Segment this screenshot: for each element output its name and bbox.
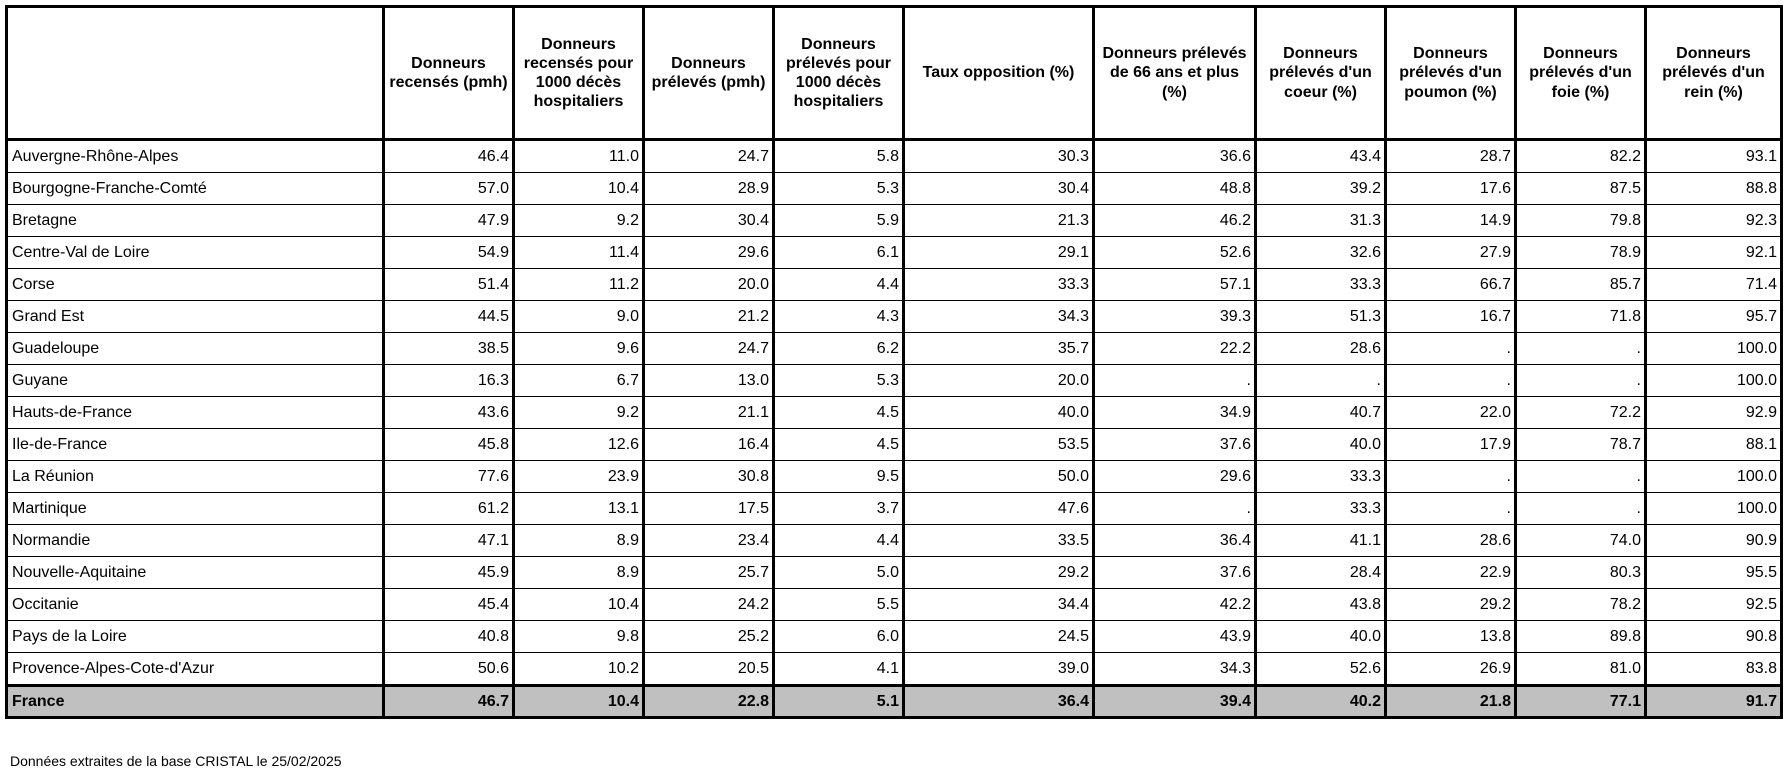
table-cell: . [1516, 365, 1646, 397]
table-cell: 9.6 [514, 333, 644, 365]
table-row [7, 429, 1782, 461]
table-cell: 5.0 [774, 557, 904, 589]
table-row [7, 333, 1782, 365]
table-cell: 92.9 [1646, 397, 1782, 429]
table-cell: . [1516, 493, 1646, 525]
table-row [7, 365, 1782, 397]
header-row [7, 7, 1782, 140]
total-cell: 36.4 [904, 686, 1094, 718]
table-cell: 82.2 [1516, 140, 1646, 173]
table-cell: 4.3 [774, 301, 904, 333]
table-cell: 29.1 [904, 237, 1094, 269]
table-cell: 20.0 [644, 269, 774, 301]
table-cell: 13.0 [644, 365, 774, 397]
table-cell: 5.3 [774, 365, 904, 397]
region-name: Hauts-de-France [7, 397, 384, 429]
table-cell: 17.5 [644, 493, 774, 525]
table-cell: 41.1 [1256, 525, 1386, 557]
table-cell: 57.1 [1094, 269, 1256, 301]
table-cell: 9.2 [514, 205, 644, 237]
region-name: Provence-Alpes-Cote-d'Azur [7, 653, 384, 686]
table-cell: 29.2 [1386, 589, 1516, 621]
table-cell: . [1386, 461, 1516, 493]
column-header: Taux opposition (%) [904, 7, 1094, 140]
table-cell: 8.9 [514, 557, 644, 589]
table-cell: 51.3 [1256, 301, 1386, 333]
table-cell: 45.9 [384, 557, 514, 589]
table-cell: 34.3 [904, 301, 1094, 333]
table-cell: 24.7 [644, 333, 774, 365]
table-cell: 47.9 [384, 205, 514, 237]
table-cell: 43.9 [1094, 621, 1256, 653]
table-cell: 43.4 [1256, 140, 1386, 173]
table-cell: 16.3 [384, 365, 514, 397]
table-cell: 24.5 [904, 621, 1094, 653]
table-cell: 30.4 [644, 205, 774, 237]
table-cell: 17.6 [1386, 173, 1516, 205]
column-header: Donneurs recensés (pmh) [384, 7, 514, 140]
region-name: Grand Est [7, 301, 384, 333]
total-cell: 40.2 [1256, 686, 1386, 718]
table-cell: 16.7 [1386, 301, 1516, 333]
table-cell: 38.5 [384, 333, 514, 365]
table-cell: 21.3 [904, 205, 1094, 237]
region-name: Guadeloupe [7, 333, 384, 365]
table-cell: 92.1 [1646, 237, 1782, 269]
column-header: Donneurs prélevés d'un poumon (%) [1386, 7, 1516, 140]
table-cell: 36.6 [1094, 140, 1256, 173]
table-cell: 20.5 [644, 653, 774, 686]
regional-donor-table [5, 5, 1783, 719]
table-cell: 9.2 [514, 397, 644, 429]
table-cell: 47.1 [384, 525, 514, 557]
table-row [7, 557, 1782, 589]
table-cell: 10.2 [514, 653, 644, 686]
table-cell: 9.5 [774, 461, 904, 493]
table-cell: 50.0 [904, 461, 1094, 493]
table-cell: 92.3 [1646, 205, 1782, 237]
column-header: Donneurs recensés pour 1000 décès hospitaliers [514, 7, 644, 140]
table-row [7, 461, 1782, 493]
table-cell: 90.9 [1646, 525, 1782, 557]
table-cell: 21.1 [644, 397, 774, 429]
table-cell: . [1094, 365, 1256, 397]
column-header: Donneurs prélevés d'un foie (%) [1516, 7, 1646, 140]
table-cell: 11.4 [514, 237, 644, 269]
table-cell: 40.8 [384, 621, 514, 653]
region-name: Occitanie [7, 589, 384, 621]
region-name: Centre-Val de Loire [7, 237, 384, 269]
table-cell: 10.4 [514, 173, 644, 205]
table-cell: 28.9 [644, 173, 774, 205]
table-row [7, 205, 1782, 237]
region-name: Bretagne [7, 205, 384, 237]
column-header: Donneurs prélevés (pmh) [644, 7, 774, 140]
table-cell: 34.3 [1094, 653, 1256, 686]
table-cell: 4.5 [774, 397, 904, 429]
table-cell: 30.3 [904, 140, 1094, 173]
total-cell: 77.1 [1516, 686, 1646, 718]
table-cell: 77.6 [384, 461, 514, 493]
table-cell: 92.5 [1646, 589, 1782, 621]
table-cell: 39.3 [1094, 301, 1256, 333]
table-cell: 22.9 [1386, 557, 1516, 589]
table-cell: 4.4 [774, 269, 904, 301]
table-cell: 88.1 [1646, 429, 1782, 461]
region-name: Ile-de-France [7, 429, 384, 461]
table-cell: 23.9 [514, 461, 644, 493]
table-cell: 36.4 [1094, 525, 1256, 557]
total-cell: 22.8 [644, 686, 774, 718]
region-name: Nouvelle-Aquitaine [7, 557, 384, 589]
table-cell: 35.7 [904, 333, 1094, 365]
table-cell: 5.9 [774, 205, 904, 237]
table-cell: 31.3 [1256, 205, 1386, 237]
data-table-container [5, 5, 1783, 719]
table-cell: 74.0 [1516, 525, 1646, 557]
table-cell: 90.8 [1646, 621, 1782, 653]
table-cell: 81.0 [1516, 653, 1646, 686]
header-region [7, 7, 384, 140]
table-cell: 13.1 [514, 493, 644, 525]
total-cell: 21.8 [1386, 686, 1516, 718]
total-row [7, 686, 1782, 718]
table-cell: 39.0 [904, 653, 1094, 686]
table-row [7, 397, 1782, 429]
table-cell: 40.0 [1256, 621, 1386, 653]
table-row [7, 653, 1782, 686]
table-cell: 71.4 [1646, 269, 1782, 301]
table-cell: 40.0 [904, 397, 1094, 429]
region-name: Bourgogne-Franche-Comté [7, 173, 384, 205]
table-cell: 34.9 [1094, 397, 1256, 429]
table-cell: 9.8 [514, 621, 644, 653]
table-cell: 52.6 [1256, 653, 1386, 686]
total-cell: 91.7 [1646, 686, 1782, 718]
table-cell: 22.0 [1386, 397, 1516, 429]
table-cell: 85.7 [1516, 269, 1646, 301]
table-cell: . [1386, 365, 1516, 397]
table-cell: . [1516, 461, 1646, 493]
table-cell: 43.8 [1256, 589, 1386, 621]
table-row [7, 269, 1782, 301]
table-cell: 14.9 [1386, 205, 1516, 237]
table-cell: 3.7 [774, 493, 904, 525]
table-cell: 9.0 [514, 301, 644, 333]
table-cell: 16.4 [644, 429, 774, 461]
table-cell: 39.2 [1256, 173, 1386, 205]
column-header: Donneurs prélevés d'un rein (%) [1646, 7, 1782, 140]
table-cell: 21.2 [644, 301, 774, 333]
table-row [7, 173, 1782, 205]
table-cell: 71.8 [1516, 301, 1646, 333]
total-cell: 5.1 [774, 686, 904, 718]
table-cell: 29.6 [1094, 461, 1256, 493]
table-cell: 42.2 [1094, 589, 1256, 621]
table-cell: 45.4 [384, 589, 514, 621]
table-row [7, 140, 1782, 173]
table-cell: . [1386, 333, 1516, 365]
table-cell: . [1516, 333, 1646, 365]
region-name: Guyane [7, 365, 384, 397]
column-header: Donneurs prélevés de 66 ans et plus (%) [1094, 7, 1256, 140]
table-cell: 95.5 [1646, 557, 1782, 589]
table-cell: 37.6 [1094, 557, 1256, 589]
table-cell: 45.8 [384, 429, 514, 461]
table-cell: 24.2 [644, 589, 774, 621]
region-name: La Réunion [7, 461, 384, 493]
table-body [7, 140, 1782, 718]
table-cell: 4.4 [774, 525, 904, 557]
column-header: Donneurs prélevés d'un coeur (%) [1256, 7, 1386, 140]
table-cell: 11.2 [514, 269, 644, 301]
table-cell: 25.7 [644, 557, 774, 589]
table-cell: 48.8 [1094, 173, 1256, 205]
table-cell: 29.2 [904, 557, 1094, 589]
table-cell: 29.6 [644, 237, 774, 269]
table-cell: 27.9 [1386, 237, 1516, 269]
table-cell: 93.1 [1646, 140, 1782, 173]
table-cell: 32.6 [1256, 237, 1386, 269]
table-cell: 26.9 [1386, 653, 1516, 686]
table-cell: 78.9 [1516, 237, 1646, 269]
table-cell: 46.4 [384, 140, 514, 173]
table-cell: 11.0 [514, 140, 644, 173]
total-label: France [7, 686, 384, 718]
table-cell: 17.9 [1386, 429, 1516, 461]
table-row [7, 301, 1782, 333]
table-cell: 53.5 [904, 429, 1094, 461]
table-cell: 4.1 [774, 653, 904, 686]
table-cell: 89.8 [1516, 621, 1646, 653]
table-cell: 13.8 [1386, 621, 1516, 653]
total-cell: 10.4 [514, 686, 644, 718]
table-cell: 72.2 [1516, 397, 1646, 429]
table-cell: 57.0 [384, 173, 514, 205]
table-cell: 8.9 [514, 525, 644, 557]
table-cell: 28.4 [1256, 557, 1386, 589]
table-cell: 100.0 [1646, 493, 1782, 525]
table-cell: 12.6 [514, 429, 644, 461]
column-header: Donneurs prélevés pour 1000 décès hospitaliers [774, 7, 904, 140]
table-row [7, 237, 1782, 269]
table-cell: 20.0 [904, 365, 1094, 397]
table-cell: 80.3 [1516, 557, 1646, 589]
table-cell: 33.3 [1256, 269, 1386, 301]
table-cell: 33.3 [1256, 461, 1386, 493]
table-cell: 33.3 [1256, 493, 1386, 525]
table-cell: 66.7 [1386, 269, 1516, 301]
table-cell: 61.2 [384, 493, 514, 525]
table-cell: 50.6 [384, 653, 514, 686]
table-cell: 6.2 [774, 333, 904, 365]
table-cell: . [1256, 365, 1386, 397]
table-cell: 88.8 [1646, 173, 1782, 205]
table-cell: 37.6 [1094, 429, 1256, 461]
table-cell: 83.8 [1646, 653, 1782, 686]
table-cell: 51.4 [384, 269, 514, 301]
table-cell: 47.6 [904, 493, 1094, 525]
table-cell: 44.5 [384, 301, 514, 333]
table-cell: 79.8 [1516, 205, 1646, 237]
total-cell: 39.4 [1094, 686, 1256, 718]
table-cell: 87.5 [1516, 173, 1646, 205]
table-cell: 24.7 [644, 140, 774, 173]
table-row [7, 589, 1782, 621]
table-cell: 22.2 [1094, 333, 1256, 365]
table-cell: 100.0 [1646, 333, 1782, 365]
table-cell: 25.2 [644, 621, 774, 653]
table-cell: 28.6 [1386, 525, 1516, 557]
region-name: Corse [7, 269, 384, 301]
table-cell: 33.3 [904, 269, 1094, 301]
table-cell: 23.4 [644, 525, 774, 557]
table-cell: 28.6 [1256, 333, 1386, 365]
region-name: Auvergne-Rhône-Alpes [7, 140, 384, 173]
table-cell: 30.4 [904, 173, 1094, 205]
region-name: Martinique [7, 493, 384, 525]
table-cell: 40.7 [1256, 397, 1386, 429]
table-row [7, 621, 1782, 653]
table-cell: 43.6 [384, 397, 514, 429]
table-cell: 33.5 [904, 525, 1094, 557]
region-name: Pays de la Loire [7, 621, 384, 653]
table-cell: . [1386, 493, 1516, 525]
table-cell: 10.4 [514, 589, 644, 621]
table-cell: 4.5 [774, 429, 904, 461]
table-cell: 78.7 [1516, 429, 1646, 461]
table-cell: 6.7 [514, 365, 644, 397]
table-cell: 5.5 [774, 589, 904, 621]
table-cell: 5.8 [774, 140, 904, 173]
total-cell: 46.7 [384, 686, 514, 718]
table-row [7, 493, 1782, 525]
table-cell: 6.0 [774, 621, 904, 653]
table-row [7, 525, 1782, 557]
table-cell: 78.2 [1516, 589, 1646, 621]
table-cell: 100.0 [1646, 365, 1782, 397]
table-cell: 6.1 [774, 237, 904, 269]
table-cell: . [1094, 493, 1256, 525]
table-cell: 28.7 [1386, 140, 1516, 173]
table-cell: 34.4 [904, 589, 1094, 621]
table-cell: 5.3 [774, 173, 904, 205]
table-cell: 30.8 [644, 461, 774, 493]
table-cell: 40.0 [1256, 429, 1386, 461]
region-name: Normandie [7, 525, 384, 557]
source-footnote: Données extraites de la base CRISTAL le 25/02/2025 [10, 753, 342, 769]
table-cell: 46.2 [1094, 205, 1256, 237]
table-cell: 52.6 [1094, 237, 1256, 269]
table-cell: 54.9 [384, 237, 514, 269]
table-cell: 95.7 [1646, 301, 1782, 333]
table-cell: 100.0 [1646, 461, 1782, 493]
